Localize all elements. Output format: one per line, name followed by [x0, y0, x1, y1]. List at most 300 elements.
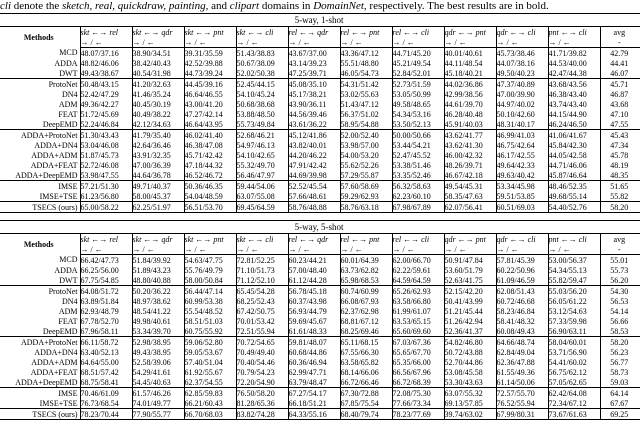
result-cell: 50.36/46.35: [184, 181, 236, 192]
result-cell: 57.60/58.69: [340, 181, 392, 192]
result-cell: 45.84/42.30: [548, 140, 600, 150]
column-direction: → / ←: [496, 37, 548, 48]
result-cell: 62.08/51.43: [496, 286, 548, 297]
column-header-pair: rel ←→ qdr: [288, 27, 340, 38]
result-cell: 44.02/36.86: [444, 79, 496, 90]
result-cell: 42.64/36.46: [132, 140, 184, 150]
result-cell: 46.28/40.48: [444, 109, 496, 119]
result-cell: 55.62/52.26: [340, 160, 392, 170]
column-direction: → / ←: [132, 244, 184, 255]
method-name: ADDA+ADM: [31, 150, 78, 160]
result-cell: 52.72/46.08: [80, 160, 132, 170]
column-direction: → / ←: [236, 244, 288, 255]
result-cell: 52.42/47.29: [80, 89, 132, 99]
result-cell: 53.71/56.90: [548, 347, 600, 357]
result-cell: 54.34/55.13: [548, 265, 600, 275]
result-cell: 48.82/46.06: [80, 58, 132, 68]
result-cell: 52.98/38.95: [132, 337, 184, 348]
method-name: ADDA: [54, 265, 78, 275]
result-cell: 74.01/49.77: [132, 398, 184, 409]
result-cell: 39.74/63.02: [444, 409, 496, 420]
result-cell: 67.99/80.31: [496, 409, 548, 420]
result-cell: 56.51/53.70: [184, 202, 236, 213]
method-name: ADM: [58, 99, 78, 109]
table-row: [0, 140, 640, 150]
result-cell: 53.98/57.00: [340, 140, 392, 150]
table-row: [0, 119, 640, 130]
column-header-pair: rel ←→ cli: [392, 234, 444, 245]
result-cell: 67.03/67.36: [392, 337, 444, 348]
result-cell: 49.54/45.31: [444, 181, 496, 192]
result-cell: 76.52/55.94: [496, 398, 548, 409]
method-name: ADDA: [54, 58, 78, 68]
result-cell: 41.79/35.40: [132, 130, 184, 141]
avg-cell: 64.14: [600, 388, 640, 399]
result-cell: 62.93/48.79: [80, 306, 132, 316]
result-cell: 55.32/49.70: [236, 160, 288, 170]
column-direction: → / ←: [496, 244, 548, 255]
result-cell: 67.96/58.11: [80, 326, 132, 337]
avg-subheader: -: [600, 37, 640, 48]
result-cell: 52.00/52.40: [340, 130, 392, 141]
result-cell: 48.31/40.17: [496, 119, 548, 130]
result-cell: 66.25/56.00: [80, 265, 132, 275]
result-cell: 62.25/51.97: [132, 202, 184, 213]
result-cell: 60.08/49.43: [496, 326, 548, 337]
table-row: [0, 275, 640, 286]
result-cell: 47.18/44.32: [184, 160, 236, 170]
result-cell: 59.81/48.07: [288, 337, 340, 348]
method-name: TSECS (ours): [0, 409, 80, 420]
methods-header: Methods: [23, 239, 54, 249]
result-cell: 49.43/38.67: [80, 68, 132, 79]
result-cell: 55.82/59.47: [548, 275, 600, 286]
result-cell: 62.42/64.08: [548, 388, 600, 399]
result-cell: 44.64/36.78: [132, 170, 184, 181]
result-cell: 57.21/51.30: [80, 181, 132, 192]
result-cell: 51.21/45.44: [444, 306, 496, 316]
avg-cell: 58.53: [600, 326, 640, 337]
result-cell: 46.52/46.72: [184, 170, 236, 181]
result-cell: 65.26/62.93: [392, 286, 444, 297]
column-header-pair: qdr ←→ cli: [496, 27, 548, 38]
result-cell: 41.20/32.63: [132, 79, 184, 90]
result-cell: 65.98/68.53: [340, 275, 392, 286]
result-cell: 61.23/56.80: [80, 191, 132, 202]
avg-cell: 45.78: [600, 150, 640, 160]
result-cell: 58.41/48.32: [496, 316, 548, 326]
result-cell: 57.81/45.39: [496, 255, 548, 266]
result-cell: 61.57/46.26: [132, 388, 184, 399]
avg-cell: 45.71: [600, 79, 640, 90]
avg-cell: 48.35: [600, 170, 640, 181]
column-header-pair: skt ←→ rel: [80, 27, 132, 38]
result-cell: 51.43/47.12: [340, 99, 392, 109]
table-row: [0, 296, 640, 306]
result-cell: 55.73/49.84: [236, 119, 288, 130]
result-cell: 44.71/46.06: [548, 160, 600, 170]
result-cell: 63.07/55.08: [236, 191, 288, 202]
result-cell: 50.10/42.60: [496, 109, 548, 119]
result-cell: 53.30/43.63: [444, 377, 496, 388]
column-header-pair: rel ←→ qdr: [288, 234, 340, 245]
method-name: ProtoNet: [48, 286, 78, 296]
result-cell: 44.07/38.16: [496, 58, 548, 68]
avg-cell: 42.79: [600, 48, 640, 59]
column-direction: → / ←: [340, 37, 392, 48]
result-cell: 48.80/40.88: [132, 275, 184, 286]
result-cell: 70.49/49.40: [236, 347, 288, 357]
method-name: DN4: [61, 296, 78, 306]
avg-cell: 56.23: [600, 347, 640, 357]
method-name: FEAT: [58, 109, 78, 119]
method-name: FEAT: [58, 316, 78, 326]
table-row: [0, 316, 640, 326]
column-header-pair: skt ←→ cli: [236, 27, 288, 38]
result-cell: 54.00/53.20: [340, 150, 392, 160]
result-cell: 44.45/39.16: [184, 79, 236, 90]
result-cell: 49.36/42.27: [80, 99, 132, 109]
column-subheader-row: [0, 244, 640, 255]
result-cell: 63.89/51.84: [80, 296, 132, 306]
result-cell: 51.84/39.92: [132, 255, 184, 266]
table-row: [0, 130, 640, 141]
result-cell: 56.78/45.18: [288, 286, 340, 297]
avg-cell: 69.25: [600, 409, 640, 420]
table-row: [0, 48, 640, 59]
result-cell: 67.85/75.54: [340, 398, 392, 409]
method-name: ADDA+DN4: [34, 347, 78, 357]
result-cell: 50.20/36.22: [132, 286, 184, 297]
result-cell: 44.11/48.54: [444, 58, 496, 68]
result-cell: 50.68/38.68: [236, 99, 288, 109]
result-cell: 40.54/31.98: [132, 68, 184, 79]
avg-cell: 43.68: [600, 99, 640, 109]
method-name: IMSE+TSE: [0, 398, 80, 409]
result-cell: 67.42/50.75: [236, 306, 288, 316]
result-cell: 56.32/58.63: [392, 181, 444, 192]
caption-prefix: cli: [0, 0, 11, 12]
table-title-row: [0, 14, 640, 27]
result-cell: 54.29/41.61: [132, 367, 184, 377]
result-cell: 72.08/75.30: [392, 388, 444, 399]
method-name: DN4: [61, 89, 78, 99]
result-cell: 58.23/46.84: [496, 306, 548, 316]
result-cell: 66.18/51.21: [288, 398, 340, 409]
result-cell: 45.73/38.46: [496, 48, 548, 59]
avg-cell: 46.07: [600, 68, 640, 79]
result-cell: 53.35/52.46: [392, 170, 444, 181]
result-cell: 71.12/52.10: [236, 275, 288, 286]
result-cell: 60.22/50.96: [496, 265, 548, 275]
avg-header: avg: [600, 27, 640, 38]
avg-cell: 45.43: [600, 130, 640, 141]
avg-cell: 58.20: [600, 202, 640, 213]
result-cell: 61.99/61.07: [392, 306, 444, 316]
result-cell: 46.67/42.18: [444, 170, 496, 181]
result-cell: 66.42/47.73: [80, 255, 132, 266]
result-cell: 71.10/51.73: [236, 265, 288, 275]
result-cell: 58.00/45.37: [132, 191, 184, 202]
table-row: [0, 150, 640, 160]
table-row: [0, 367, 640, 377]
result-cell: 43.62/41.77: [444, 130, 496, 141]
result-cell: 83.82/74.28: [236, 409, 288, 420]
table-row: [0, 398, 640, 409]
column-header-pair: skt ←→ qdr: [132, 234, 184, 245]
result-cell: 40.45/30.19: [132, 99, 184, 109]
caption-text-2: and: [208, 0, 230, 12]
table-row: [0, 79, 640, 90]
avg-cell: 56.53: [600, 296, 640, 306]
result-cell: 60.75/55.92: [184, 326, 236, 337]
result-cell: 67.27/54.17: [288, 388, 340, 399]
result-cell: 52.58/39.06: [132, 357, 184, 367]
column-header-pair: skt ←→ qdr: [132, 27, 184, 38]
table-row: [0, 99, 640, 109]
avg-cell: 55.01: [600, 255, 640, 266]
result-cell: 65.65/67.70: [392, 347, 444, 357]
result-cell: 64.59/64.59: [392, 275, 444, 286]
result-cell: 55.54/48.52: [184, 306, 236, 316]
result-cell: 54.04/48.59: [184, 191, 236, 202]
result-cell: 46.64/46.55: [184, 89, 236, 99]
result-cell: 54.82/46.80: [444, 337, 496, 348]
result-cell: 48.26/39.71: [444, 160, 496, 170]
result-cell: 65.60/69.60: [392, 326, 444, 337]
column-header-pair: skt ←→ pnt: [184, 234, 236, 245]
result-cell: 46.02/41.40: [184, 130, 236, 141]
column-header-row: [0, 27, 640, 38]
result-cell: 54.45/40.63: [132, 377, 184, 388]
caption-domains: sketch, real, quickdraw, painting,: [62, 0, 209, 12]
result-cell: 48.54/41.22: [132, 306, 184, 316]
result-cell: 52.63/41.75: [444, 275, 496, 286]
table-row: [0, 377, 640, 388]
results-table-5shot: [0, 220, 640, 420]
result-cell: 61.55/49.36: [496, 367, 548, 377]
avg-cell: 46.87: [600, 89, 640, 99]
result-cell: 38.90/34.51: [132, 48, 184, 59]
avg-cell: 47.34: [600, 140, 640, 150]
result-cell: 60.99/53.38: [184, 296, 236, 306]
result-cell: 52.73/51.59: [392, 79, 444, 90]
result-cell: 43.36/47.12: [340, 48, 392, 59]
result-cell: 65.11/68.15: [340, 337, 392, 348]
result-cell: 60.23/44.21: [288, 255, 340, 266]
result-cell: 60.01/64.39: [340, 255, 392, 266]
result-cell: 56.93/44.79: [288, 306, 340, 316]
method-name: ADDA+ProtoNet: [20, 130, 78, 140]
table-row: [0, 109, 640, 119]
result-cell: 72.34/67.12: [548, 398, 600, 409]
method-name: IMSE+TSE: [0, 191, 80, 202]
result-cell: 53.50/52.13: [392, 119, 444, 130]
avg-cell: 54.30: [600, 286, 640, 297]
result-cell: 52.15/42.20: [444, 286, 496, 297]
table-row: [0, 388, 640, 399]
method-name: ADM: [58, 306, 78, 316]
result-cell: 39.31/35.59: [184, 48, 236, 59]
result-cell: 55.03/56.20: [548, 286, 600, 297]
result-cell: 62.37/54.55: [184, 377, 236, 388]
avg-cell: 56.20: [600, 275, 640, 286]
result-cell: 45.87/46.64: [548, 170, 600, 181]
result-cell: 43.61/36.22: [288, 119, 340, 130]
result-cell: 56.90/63.11: [548, 326, 600, 337]
result-cell: 46.38/47.08: [184, 140, 236, 150]
result-cell: 58.35/47.63: [444, 191, 496, 202]
result-cell: 65.35/66.00: [392, 357, 444, 367]
method-name: DeepEMD: [0, 326, 80, 337]
result-cell: 62.00/66.70: [392, 255, 444, 266]
avg-subheader: -: [600, 244, 640, 255]
result-cell: 68.25/52.43: [236, 296, 288, 306]
table-row: [0, 306, 640, 316]
result-cell: 54.34/53.16: [392, 109, 444, 119]
column-header-row: [0, 234, 640, 245]
result-cell: 59.44/54.06: [236, 181, 288, 192]
result-cell: 63.73/62.82: [340, 265, 392, 275]
method-name: MCD: [59, 255, 78, 265]
result-cell: 47.00/39.90: [496, 89, 548, 99]
result-cell: 58.00/50.84: [184, 275, 236, 286]
result-cell: 59.05/53.67: [184, 347, 236, 357]
result-cell: 42.47/44.38: [548, 68, 600, 79]
avg-cell: 51.65: [600, 181, 640, 192]
result-cell: 64.64/55.00: [80, 357, 132, 367]
result-cell: 57.00/48.40: [288, 265, 340, 275]
result-cell: 44.15/44.90: [548, 109, 600, 119]
result-cell: 46.17/42.55: [496, 150, 548, 160]
result-cell: 49.98/40.61: [132, 316, 184, 326]
result-cell: 69.13/57.85: [444, 398, 496, 409]
result-cell: 46.99/41.03: [496, 130, 548, 141]
result-cell: 64.33/55.16: [288, 409, 340, 420]
result-cell: 66.56/67.96: [392, 367, 444, 377]
result-cell: 59.51/53.85: [496, 191, 548, 202]
result-cell: 53.88/48.50: [236, 109, 288, 119]
result-cell: 43.82/40.01: [288, 140, 340, 150]
result-cell: 52.84/52.01: [392, 68, 444, 79]
column-header-pair: rel ←→ pnt: [340, 27, 392, 38]
table-row: [0, 337, 640, 348]
result-cell: 44.69/39.98: [288, 170, 340, 181]
result-cell: 70.40/54.46: [236, 357, 288, 367]
table-row: [0, 202, 640, 213]
column-direction: → / ←: [340, 244, 392, 255]
result-cell: 46.05/54.73: [340, 68, 392, 79]
result-cell: 51.26/42.94: [444, 316, 496, 326]
table-row: [0, 409, 640, 420]
result-cell: 67.78/52.70: [80, 316, 132, 326]
caption-text-4: , respectively. The best results are in bold.: [363, 0, 549, 12]
result-cell: 60.74/60.99: [340, 286, 392, 297]
table-title: 5-way, 1-shot: [0, 14, 640, 27]
result-cell: 68.51/57.42: [80, 367, 132, 377]
result-cell: 57.05/62.65: [548, 377, 600, 388]
avg-cell: 55.73: [600, 265, 640, 275]
table-row: [0, 58, 640, 68]
result-cell: 51.89/43.23: [132, 265, 184, 275]
table-row: [0, 68, 640, 79]
result-cell: 68.40/79.74: [340, 409, 392, 420]
avg-cell: 67.67: [600, 398, 640, 409]
result-cell: 47.25/39.71: [288, 68, 340, 79]
result-cell: 72.81/52.25: [236, 255, 288, 266]
result-cell: 56.46/47.97: [236, 170, 288, 181]
method-name: ADDA+DeepEMD: [0, 170, 80, 181]
result-cell: 70.72/54.65: [236, 337, 288, 348]
column-direction: → / ←: [184, 37, 236, 48]
avg-cell: 48.19: [600, 160, 640, 170]
result-cell: 77.90/55.77: [132, 409, 184, 420]
result-cell: 58.51/51.03: [184, 316, 236, 326]
result-cell: 55.51/48.80: [340, 58, 392, 68]
result-cell: 63.07/55.32: [444, 388, 496, 399]
result-cell: 60.68/44.86: [288, 347, 340, 357]
result-cell: 44.20/46.22: [288, 150, 340, 160]
result-cell: 50.67/38.09: [236, 58, 288, 68]
method-name: ADDA+ProtoNet: [20, 337, 78, 347]
method-name: DeepEMD: [0, 119, 80, 130]
result-cell: 53.44/54.21: [392, 140, 444, 150]
result-cell: 41.46/35.24: [132, 89, 184, 99]
method-name: ADDA+ADM: [31, 357, 78, 367]
result-cell: 43.00/41.20: [184, 99, 236, 109]
column-header-pair: qdr ←→ pnt: [444, 234, 496, 245]
result-cell: 54.63/47.75: [184, 255, 236, 266]
avg-cell: 56.77: [600, 357, 640, 367]
result-cell: 65.45/54.28: [236, 286, 288, 297]
method-name: ADDA+FEAT: [30, 160, 78, 170]
result-cell: 61.14/50.06: [496, 377, 548, 388]
result-cell: 78.23/70.44: [80, 409, 132, 420]
result-cell: 50.91/47.84: [444, 255, 496, 266]
result-cell: 66.11/58.72: [80, 337, 132, 348]
result-cell: 52.45/44.15: [236, 79, 288, 90]
column-direction: → / ←: [288, 37, 340, 48]
caption-dataset: DomainNet: [313, 0, 364, 12]
result-cell: 44.53/40.00: [548, 58, 600, 68]
result-cell: 53.08/45.58: [444, 367, 496, 377]
result-cell: 72.51/55.94: [236, 326, 288, 337]
result-cell: 62.85/59.83: [184, 388, 236, 399]
result-cell: 54.41/60.02: [548, 357, 600, 367]
result-cell: 61.09/46.59: [496, 275, 548, 286]
result-cell: 44.56/39.46: [288, 109, 340, 119]
table-row: [0, 89, 640, 99]
result-cell: 56.44/47.14: [184, 286, 236, 297]
result-cell: 52.02/50.38: [236, 68, 288, 79]
column-header-pair: pnt ←→ cli: [548, 234, 600, 245]
methods-header: Methods: [23, 32, 54, 42]
result-cell: 66.72/66.46: [340, 377, 392, 388]
column-subheader-row: [0, 37, 640, 48]
result-cell: 51.72/45.69: [80, 109, 132, 119]
result-cell: 49.64/42.33: [496, 160, 548, 170]
result-cell: 50.00/50.66: [392, 130, 444, 141]
result-cell: 68.75/58.41: [80, 377, 132, 388]
result-cell: 53.04/46.08: [80, 140, 132, 150]
result-cell: 81.28/65.36: [236, 398, 288, 409]
result-cell: 67.75/54.85: [80, 275, 132, 286]
result-cell: 58.76/48.88: [288, 202, 340, 213]
result-cell: 47.27/42.14: [184, 109, 236, 119]
avg-cell: 59.03: [600, 377, 640, 388]
column-header-pair: skt ←→ rel: [80, 234, 132, 245]
result-cell: 40.01/40.61: [444, 48, 496, 59]
